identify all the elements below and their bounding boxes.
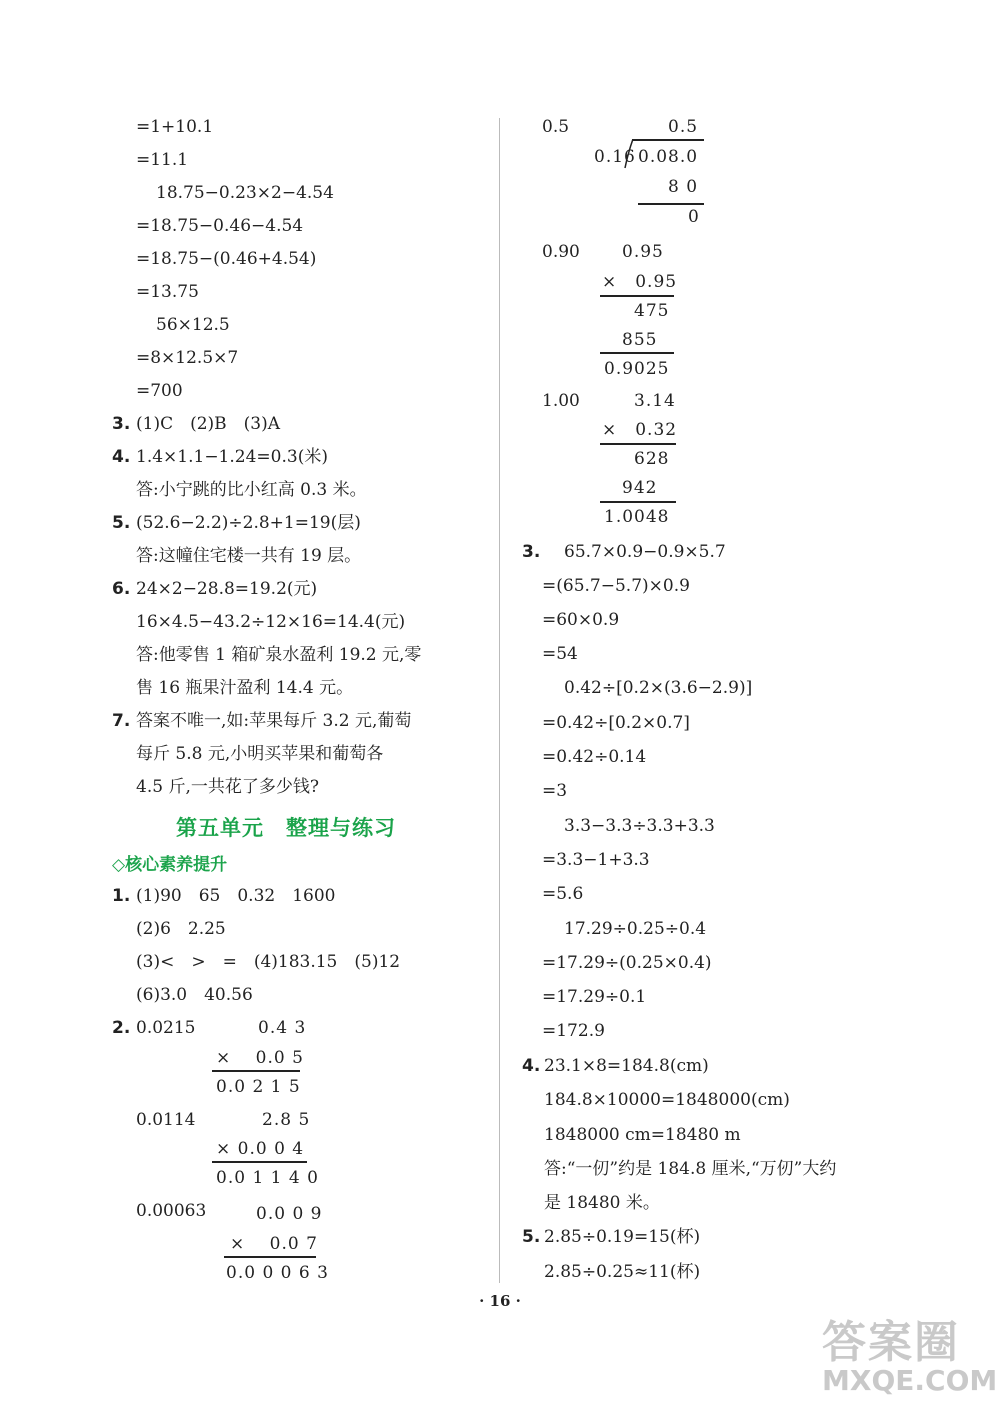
- answer-text: 0.90: [542, 242, 580, 262]
- answer-text: 2.85÷0.19=15(杯): [544, 1227, 701, 1247]
- answer-text: (1)90 65 0.32 1600: [136, 886, 336, 906]
- calc-line: =700: [136, 381, 183, 401]
- answer-text: 0.5: [542, 117, 570, 137]
- division-dividend: 0.08.0: [638, 147, 699, 167]
- calc-rule: [600, 443, 676, 445]
- mult-result: 0.9025: [604, 359, 670, 379]
- answer-text: (2)6 2.25: [136, 919, 226, 939]
- mult-partial: 855: [622, 330, 658, 350]
- question-number: 2.: [112, 1018, 131, 1038]
- answer-text: 4.5 斤,一共花了多少钱?: [136, 777, 319, 797]
- answer-text: 1848000 cm=18480 m: [544, 1125, 741, 1145]
- page-number: · 16 ·: [479, 1292, 521, 1310]
- answer-text: 1.4×1.1−1.24=0.3(米): [136, 447, 328, 467]
- calc-line: =17.29÷(0.25×0.4): [542, 953, 712, 973]
- watermark-logo: 答案圈: [822, 1317, 960, 1368]
- calc-line: =54: [542, 644, 578, 664]
- answer-text: 2.85÷0.25≈11(杯): [544, 1262, 701, 1282]
- calc-line: =5.6: [542, 884, 584, 904]
- calc-line: 0.42÷[0.2×(3.6−2.9)]: [564, 678, 753, 698]
- question-number: 6.: [112, 579, 131, 599]
- calc-rule: [600, 295, 674, 297]
- mult-result: 0.0 2 1 5: [216, 1077, 301, 1097]
- mult-factor: × 0.0 7: [230, 1234, 318, 1254]
- mult-factor: 0.95: [622, 242, 664, 262]
- mult-result: 0.0 0 0 6 3: [226, 1263, 329, 1283]
- mult-result: 0.0 1 1 4 0: [216, 1168, 319, 1188]
- answer-text: 184.8×10000=1848000(cm): [544, 1090, 790, 1110]
- calc-line: =18.75−0.46−4.54: [136, 216, 304, 236]
- mult-factor: × 0.32: [602, 420, 678, 440]
- answer-text: 0.0215: [136, 1018, 196, 1038]
- section-heading: ◇核心素养提升: [112, 855, 228, 875]
- question-number: 4.: [522, 1056, 541, 1076]
- question-number: 1.: [112, 886, 131, 906]
- question-number: 3.: [522, 542, 541, 562]
- answer-text: 0.00063: [136, 1201, 207, 1221]
- question-number: 5.: [522, 1227, 541, 1247]
- calc-line: =18.75−(0.46+4.54): [136, 249, 317, 269]
- answer-text: 0.0114: [136, 1110, 196, 1130]
- calc-line: 65.7×0.9−0.9×5.7: [564, 542, 726, 562]
- division-quotient: 0.5: [668, 117, 699, 137]
- answer-text: 23.1×8=184.8(cm): [544, 1056, 709, 1076]
- answer-text: (1)C (2)B (3)A: [136, 414, 281, 434]
- calc-rule: [224, 1256, 316, 1258]
- answer-text: 1.00: [542, 391, 580, 411]
- division-remainder: 0: [688, 207, 700, 227]
- calc-line: 3.3−3.3÷3.3+3.3: [564, 816, 715, 836]
- answer-text: 答:“一仞”约是 184.8 厘米,“万仞”大约: [544, 1159, 837, 1179]
- answer-text: 每斤 5.8 元,小明买苹果和葡萄各: [136, 744, 384, 764]
- calc-rule: [212, 1070, 300, 1072]
- calc-line: 17.29÷0.25÷0.4: [564, 919, 707, 939]
- answer-text: 24×2−28.8=19.2(元): [136, 579, 318, 599]
- watermark-url: MXQE.COM: [822, 1364, 998, 1397]
- calc-line: 56×12.5: [156, 315, 230, 335]
- answer-text: 16×4.5−43.2÷12×16=14.4(元): [136, 612, 406, 632]
- mult-partial: 628: [634, 449, 670, 469]
- answer-text: 答:小宁跳的比小红高 0.3 米。: [136, 480, 367, 500]
- calc-line: =8×12.5×7: [136, 348, 239, 368]
- mult-partial: 475: [634, 301, 670, 321]
- unit-title: 第五单元 整理与练习: [176, 816, 396, 840]
- question-number: 4.: [112, 447, 131, 467]
- answer-text: 售 16 瓶果汁盈利 14.4 元。: [136, 678, 354, 698]
- calc-rule: [212, 1161, 307, 1163]
- mult-factor: 0.0 0 9: [256, 1204, 323, 1224]
- calc-rule: [638, 203, 704, 205]
- mult-factor: × 0.95: [602, 272, 678, 292]
- mult-factor: × 0.0 0 4: [216, 1139, 305, 1159]
- calc-line: =3.3−1+3.3: [542, 850, 650, 870]
- calc-line: =0.42÷[0.2×0.7]: [542, 713, 690, 733]
- answer-text: 答:他零售 1 箱矿泉水盈利 19.2 元,零: [136, 645, 422, 665]
- mult-factor: 0.4 3: [258, 1018, 307, 1038]
- answer-text: (6)3.0 40.56: [136, 985, 253, 1005]
- calc-line: =11.1: [136, 150, 189, 170]
- calc-line: 18.75−0.23×2−4.54: [156, 183, 334, 203]
- mult-factor: 2.8 5: [262, 1110, 311, 1130]
- calc-rule: [600, 501, 676, 503]
- column-divider: [499, 118, 500, 1283]
- calc-line: =(65.7−5.7)×0.9: [542, 576, 690, 596]
- answer-text: (52.6−2.2)÷2.8+1=19(层): [136, 513, 361, 533]
- answer-text: 答:这幢住宅楼一共有 19 层。: [136, 546, 362, 566]
- mult-result: 1.0048: [604, 507, 670, 527]
- answer-text: 答案不唯一,如:苹果每斤 3.2 元,葡萄: [136, 711, 412, 731]
- calc-line: =1+10.1: [136, 117, 214, 137]
- calc-line: =3: [542, 781, 568, 801]
- mult-factor: × 0.0 5: [216, 1048, 304, 1068]
- mult-factor: 3.14: [634, 391, 676, 411]
- calc-line: =17.29÷0.1: [542, 987, 647, 1007]
- calc-line: =13.75: [136, 282, 199, 302]
- question-number: 3.: [112, 414, 131, 434]
- question-number: 5.: [112, 513, 131, 533]
- answer-text: 是 18480 米。: [544, 1193, 660, 1213]
- calc-line: =172.9: [542, 1021, 605, 1041]
- calc-line: =60×0.9: [542, 610, 620, 630]
- division-subtract: 8 0: [668, 177, 699, 197]
- calc-line: =0.42÷0.14: [542, 747, 647, 767]
- mult-partial: 942: [622, 478, 658, 498]
- calc-rule: [600, 352, 674, 354]
- question-number: 7.: [112, 711, 131, 731]
- answer-text: (3)< > = (4)183.15 (5)12: [136, 952, 401, 972]
- calc-rule: [632, 139, 704, 141]
- division-divisor: 0.16: [594, 147, 636, 167]
